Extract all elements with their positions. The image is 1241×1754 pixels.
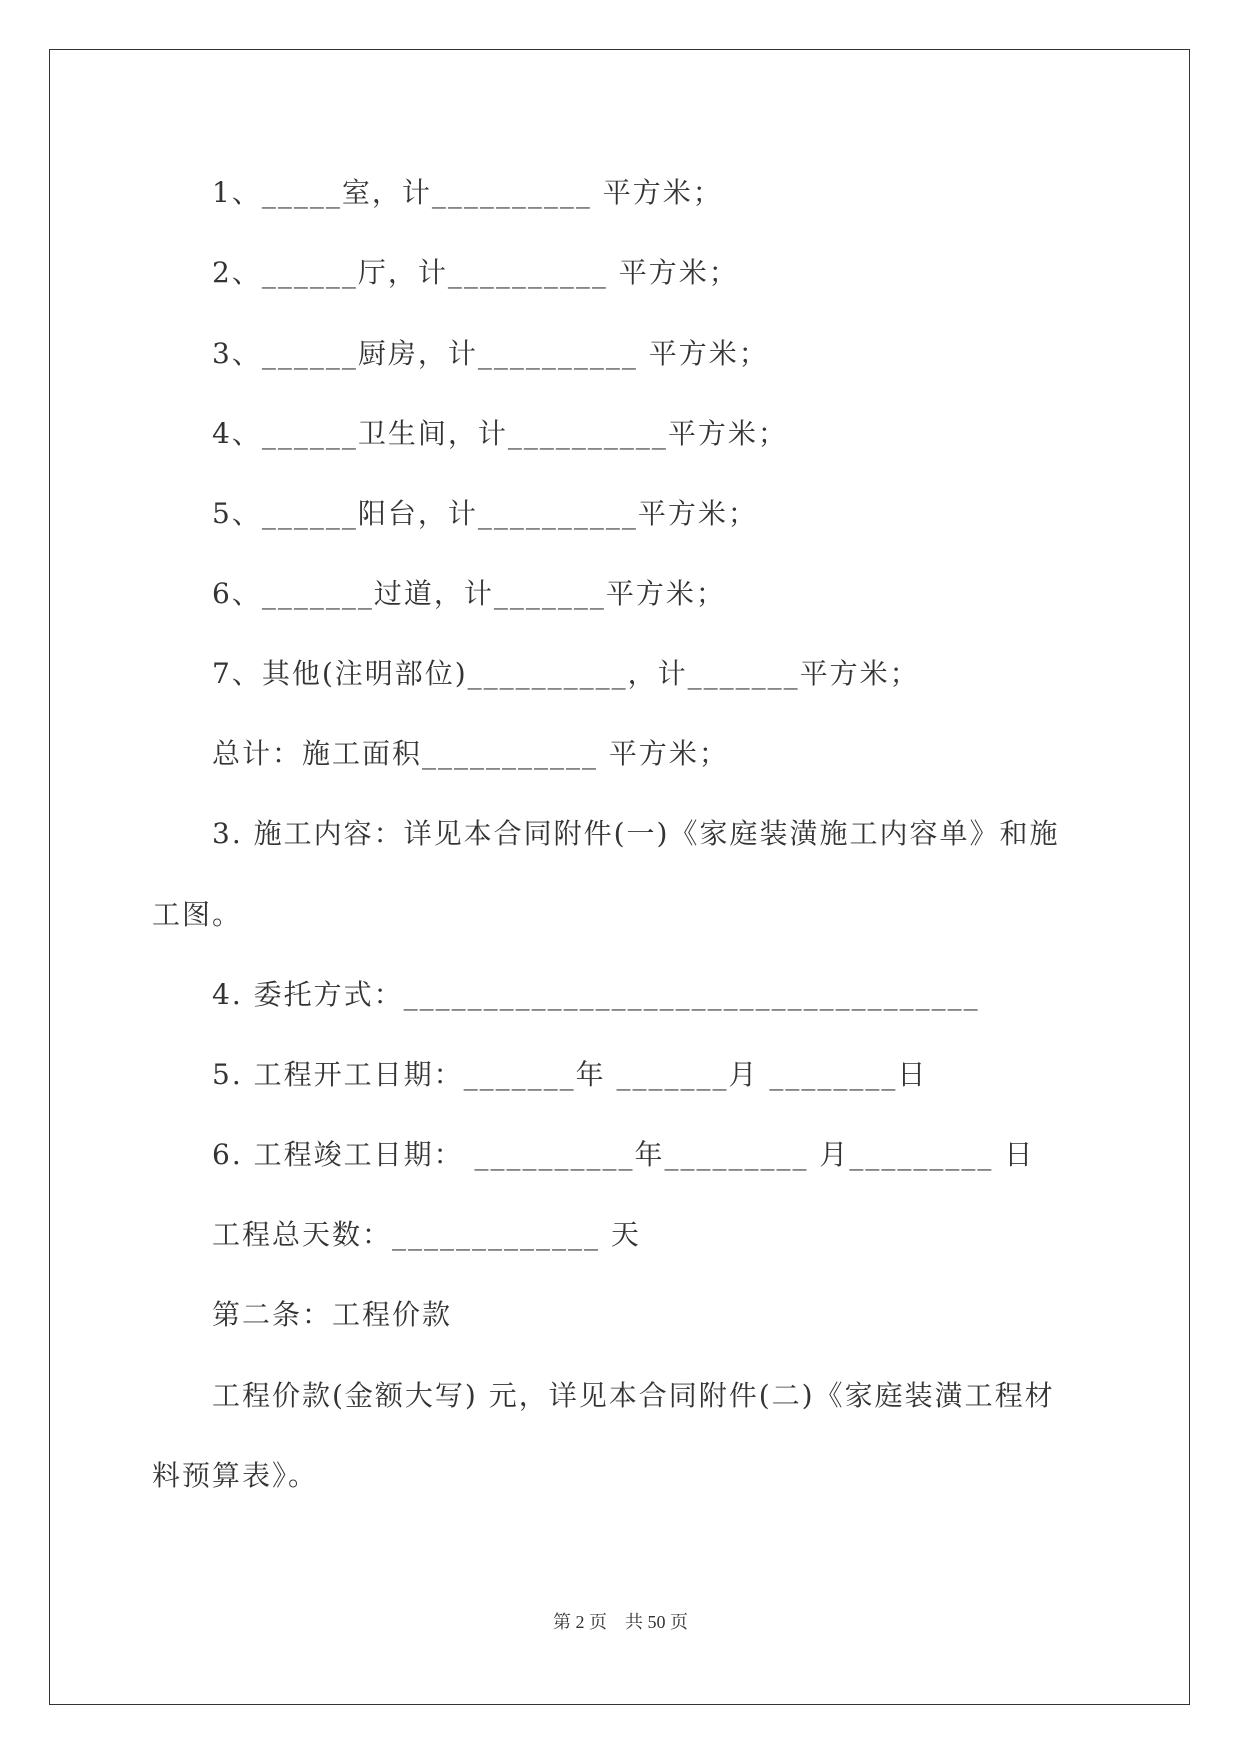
- project-price-line: 工程价款(金额大写) 元，详见本合同附件(二)《家庭装潢工程材: [212, 1379, 1055, 1412]
- total-days-line: 工程总天数：_____________ 天: [212, 1218, 641, 1251]
- commission-method-line: 4. 委托方式：____________________________________: [212, 978, 980, 1011]
- page-border: [49, 49, 1190, 1705]
- room-area-line-3: 3、______厨房，计__________ 平方米；: [212, 337, 769, 370]
- room-area-line-6: 6、_______过道，计_______平方米；: [212, 577, 726, 610]
- room-area-line-7: 7、其他(注明部位)__________，计_______平方米；: [212, 657, 920, 690]
- construction-content-line: 3. 施工内容：详见本合同附件(一)《家庭装潢施工内容单》和施: [212, 817, 1060, 850]
- completion-date-line: 6. 工程竣工日期： __________年_________ 月_________ 日: [212, 1138, 1035, 1171]
- total-area-line: 总计：施工面积___________ 平方米；: [212, 737, 729, 770]
- start-date-line: 5. 工程开工日期：_______年 _______月 ________日: [212, 1058, 928, 1091]
- room-area-line-2: 2、______厅，计__________ 平方米；: [212, 256, 739, 289]
- room-area-line-4: 4、______卫生间，计__________平方米；: [212, 417, 788, 450]
- article-two-heading: 第二条：工程价款: [212, 1298, 453, 1331]
- project-price-continuation: 料预算表》。: [152, 1459, 319, 1492]
- page-number-footer: 第 2 页 共 50 页: [553, 1612, 688, 1632]
- room-area-line-5: 5、______阳台，计__________平方米；: [212, 497, 758, 530]
- room-area-line-1: 1、_____室，计__________ 平方米；: [212, 176, 723, 209]
- construction-content-continuation: 工图。: [152, 898, 243, 931]
